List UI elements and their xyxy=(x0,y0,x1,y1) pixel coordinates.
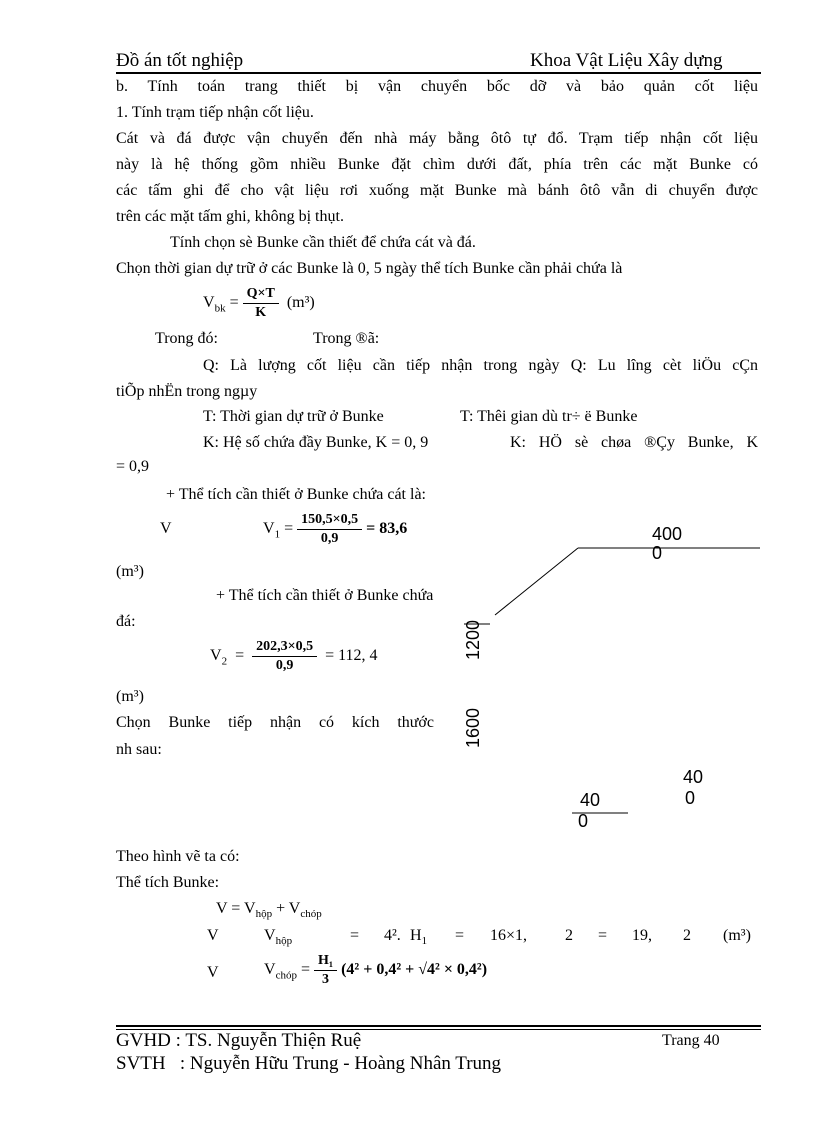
v1-intro: + Thể tích cần thiết ở Bunke chứa cát là: xyxy=(166,486,426,503)
fraction: $\frac{\text{H₁}}{3}$ xyxy=(314,953,337,988)
label-trong-do: Trong đó: xyxy=(155,330,218,347)
formula-token: $H_1$ xyxy=(410,927,428,948)
formula-token: 4². xyxy=(384,927,401,944)
slope-line xyxy=(495,548,578,615)
choice-text: Chọn Bunke tiếp nhận có kích thước xyxy=(116,714,434,731)
footer-advisor: GVHD : TS. Nguyễn Thiện Ruệ xyxy=(116,1030,362,1051)
header-rule xyxy=(116,72,761,74)
paragraph-line: các tấm ghi để cho vật liệu rơi xuống mặt Bunke mà bánh ôtô vẫn di chuyển được xyxy=(116,182,758,199)
formula-v1: $V_1$ = $\frac{150,5\times 0,5}{0,9}$ = 83,6 xyxy=(263,512,408,546)
dim-40-right-cont: 0 xyxy=(685,788,696,808)
vchop-bullet: V xyxy=(207,964,219,981)
paragraph-line: Chọn thời gian dự trữ ở các Bunke là 0, 5 ngày thể tích Bunke cần phải chứa là xyxy=(116,260,623,277)
formula-token: 16×1, xyxy=(490,927,528,944)
formula-token: 2 xyxy=(565,927,573,944)
definition-k-cont: = 0,9 xyxy=(116,458,150,475)
v2-unit: (m³) xyxy=(116,688,144,705)
subsection-heading: 1. Tính trạm tiếp nhận cốt liệu. xyxy=(116,104,314,121)
dim-40-bottom: 40 xyxy=(580,790,601,810)
label-trong-do-alt: Trong ®ã: xyxy=(313,330,380,347)
definition-t: T: Thời gian dự trữ ở Bunke xyxy=(203,408,384,425)
formula-token: = xyxy=(598,927,608,944)
header-left: Đồ án tốt nghiệp xyxy=(116,50,244,71)
formula-token: = xyxy=(350,927,360,944)
paragraph-line: Tính chọn sè Bunke cần thiết để chứa cát và đá. xyxy=(170,234,476,251)
dim-1600: 1600 xyxy=(463,707,483,748)
paragraph-line: Cát và đá được vận chuyển đến nhà máy bằng ôtô tự đổ. Trạm tiếp nhận cốt liệu xyxy=(116,130,758,147)
paragraph-line: Theo hình vẽ ta có: xyxy=(116,848,240,865)
page-number: Trang 40 xyxy=(662,1032,720,1049)
formula-token: 2 xyxy=(683,927,691,944)
v2-intro: + Thể tích cần thiết ở Bunke chứa xyxy=(216,587,434,604)
formula-token: = xyxy=(455,927,465,944)
definition-k: K: Hệ số chứa đầy Bunke, K = 0, 9 xyxy=(203,434,429,451)
formula-v2: $V_2$ = $\frac{202,3\times 0,5}{0,9}$ = 112, 4 xyxy=(210,639,378,673)
formula-token: (m³) xyxy=(723,927,751,944)
section-heading: b. Tính toán trang thiết bị vận chuyển bốc dỡ và bảo quản cốt liệu xyxy=(116,78,758,95)
v1-unit: (m³) xyxy=(116,563,144,580)
choice-text-cont: nh sau: xyxy=(116,741,162,758)
v1-bullet: V xyxy=(160,520,172,537)
header-right: Khoa Vật Liệu Xây dựng xyxy=(530,50,723,71)
dim-400-cont: 0 xyxy=(652,543,663,563)
definition-k-alt: K: HÖ sè chøa ®Çy Bunke, K xyxy=(510,434,758,451)
formula-token: 19, xyxy=(632,927,652,944)
formula-v-total: $V = V_{hộp} + V_{chóp}$ xyxy=(216,900,322,921)
footer-rule xyxy=(116,1025,761,1027)
footer-students: SVTH : Nguyễn Hữu Trung - Hoàng Nhân Trung xyxy=(116,1053,502,1074)
dim-1200: 1200 xyxy=(463,619,483,660)
paragraph-line: trên các mặt tấm ghi, không bị thụt. xyxy=(116,208,344,225)
definition-t-alt: T: Thêi gian dù tr÷ ë Bunke xyxy=(460,408,638,425)
paragraph-line: Thể tích Bunke: xyxy=(116,874,220,891)
definition-q: Q: Là lượng cốt liệu cần tiếp nhận trong ngày Q: Lu lîng cèt liÖu cÇn xyxy=(203,357,758,374)
dim-40-bottom-cont: 0 xyxy=(578,811,589,831)
formula-vhop-lhs: $V_{hộp}$ xyxy=(264,927,293,948)
formula-vchop: $V_{chóp}$ = $\frac{\text{H₁}}{3}$ (4² + 0,4² + √4² × 0,4²) xyxy=(264,953,488,987)
fraction: $\frac{202,3\times 0,5}{0,9}$ xyxy=(252,639,317,674)
dim-40-right: 40 xyxy=(683,767,704,787)
formula-vbk: $V_{bk}$ = $\frac{Q\times T}{K}$ (m³) xyxy=(203,286,315,320)
v2-intro-cont: đá: xyxy=(116,613,136,630)
definition-q-cont: tiÕp nhËn trong ngµy xyxy=(116,383,258,400)
bunke-drawing xyxy=(460,535,780,835)
paragraph-line: này là hệ thống gồm nhiều Bunke đặt chìm dưới đất, phía trên các mặt Bunke có xyxy=(116,156,758,173)
fraction: $\frac{150,5\times 0,5}{0,9}$ xyxy=(297,512,362,547)
vhop-bullet: V xyxy=(207,927,219,944)
fraction: $\frac{Q\times T}{K}$ xyxy=(243,286,279,321)
dim-400: 400 xyxy=(652,524,683,544)
